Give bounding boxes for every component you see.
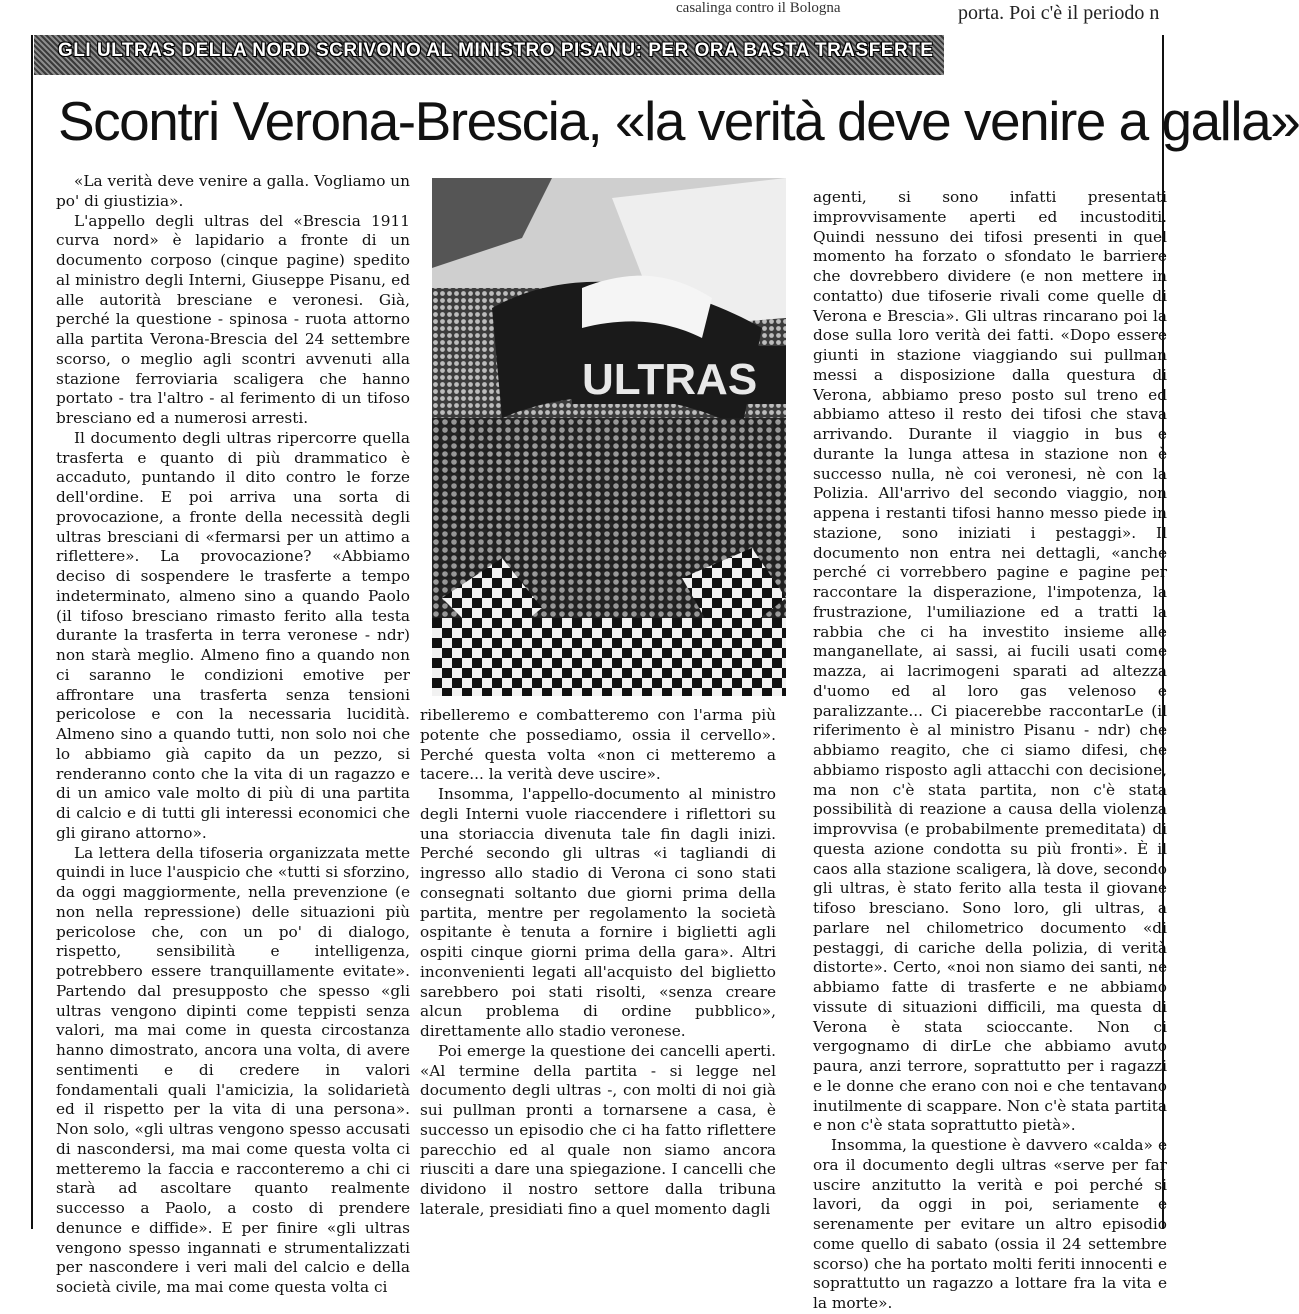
paragraph: Insomma, l'appello-documento al ministro degli Interni vuole riaccendere i riflettori su una storiaccia divenuta tale fin dagli inizi. Perché secondo gli ultras «i tagliandi di ingresso allo stadio di Verona ci sono stati consegnati soltanto due giorni prima della partita, mentre per regolamento la società ospitante è tenuta a fornire i biglietti agli ospiti cinque giorni prima della gara». Altri inconvenienti legati all'acquisto del biglietto sarebbero poi stati risolti, «senza creare alcun problema di ordine pubblico», direttamente allo stadio veronese.: [420, 785, 776, 1040]
crowd-photo-image: [432, 178, 786, 696]
paragraph: «La verità deve venire a galla. Vogliamo un po' di giustizia».: [56, 172, 410, 210]
paragraph: La lettera della tifoseria organizzata mette quindi in luce l'auspicio che «tutti si sforzino, da oggi maggiormente, nella prevenzione (e non nella repressione) delle situazioni più pericolose che, con un po' di dialogo, rispetto, sensibilità e intelligenza, potrebbero essere tranquillamente evitate». Partendo dal presupposto che spesso «gli ultras vengono dipinti come teppisti senza valori, ma mai come in questa circostanza hanno dimostrato, ancora una volta, di avere sentimenti e di credere in valori fondamentali quali l'amicizia, la solidarietà ed il rispetto per la vita di una persona». Non solo, «gli ultras vengono spesso accusati di nascondersi, ma mai come questa volta ci metteremo la faccia e racconteremo a chi ci starà ad ascoltare quanto realmente successo a Paolo, a costo di prendere denunce e diffide». E per finire «gli ultras vengono spesso ingannati e strumentalizzati per nascondere i veri mali del calcio e della società civile, ma mai come questa volta ci: [56, 843, 410, 1296]
article-column-2: [420, 706, 776, 1217]
paragraph: ribelleremo e combatteremo con l'arma più potente che possediamo, ossia il cervello». Perché questa volta «non ci metteremo a tacere... la verità deve uscire».: [420, 706, 776, 784]
adjacent-column-fragment: porta. Poi c'è il periodo n: [958, 2, 1160, 24]
paragraph: Insomma, la questione è davvero «calda» e ora il documento degli ultras «serve per far uscire anzitutto la verità e poi perché si lavori, da oggi in poi, seriamente e serenamente per evitare un altro episodio come quello di sabato (ossia il 24 settembre scorso) che ha portato molti feriti innocenti e soprattutto un ragazzo a lottare fra la vita e la morte».: [813, 1136, 1167, 1312]
kicker-bar: [34, 35, 944, 75]
paragraph: Il documento degli ultras ripercorre quella trasferta e quanto di più drammatico è accaduto, puntando il dito contro le forze dell'ordine. E poi arriva una sorta di provocazione, a fronte della necessità degli ultras bresciani di «fermarsi per un attimo a riflettere». La provocazione? «Abbiamo deciso di sospendere le trasferte a tempo indeterminato, almeno sino a quando Paolo (il tifoso bresciano rimasto ferito alla testa durante la trasferta in terra veronese - ndr) non starà meglio. Almeno fino a quando non ci saranno le condizioni emotive per affrontare una trasferta senza tensioni pericolose e con la necessaria lucidità. Almeno sino a quando tutti, non solo noi che lo abbiamo già capito da un pezzo, si renderanno conto che la vita di un ragazzo e di un amico vale molto di più di una partita di calcio e di tutti gli interessi economici che gli girano attorno».: [56, 428, 410, 842]
kicker-text: GLI ULTRAS DELLA NORD SCRIVONO AL MINISTRO PISANU: PER ORA BASTA TRASFERTE: [58, 40, 934, 61]
paragraph: Poi emerge la questione dei cancelli aperti. «Al termine della partita - si legge nel documento degli ultras -, con molti di noi già sui pullman pronti a tornarsene a casa, è successo un episodio che ci ha fatto riflettere parecchio ed al quale non siamo ancora riusciti a dare una spiegazione. I cancelli che dividono il nostro settore dalla tribuna laterale, presidiati fino a quel momento dagli: [420, 1041, 776, 1218]
paragraph: L'appello degli ultras del «Brescia 1911 curva nord» è lapidario a fronte di un documento corposo (cinque pagine) spedito al ministro degli Interni, Giuseppe Pisanu, ed alle autorità bresciane e veronesi. Già, perché la questione - spinosa - ruota attorno alla partita Verona-Brescia del 24 settembre scorso, o meglio agli scontri avvenuti alla stazione ferroviaria scaligera che hanno portato - tra l'altro - al ferimento di un tifoso bresciano ed a numerosi arresti.: [56, 211, 410, 427]
article-column-3: [813, 188, 1167, 1312]
headline: Scontri Verona-Brescia, «la verità deve venire a galla»: [58, 90, 1299, 152]
previous-article-fragment: casalinga contro il Bologna: [676, 0, 841, 16]
crowd-photo: [432, 178, 786, 696]
banner-text: ULTRAS: [582, 355, 758, 404]
article-column-1: [56, 172, 410, 1296]
paragraph: agenti, si sono infatti presentati improvvisamente aperti ed incustoditi. Quindi nessuno dei tifosi presenti in quel momento ha forzato o sfondato le barriere che dovrebbero dividere (e non mettere in contatto) due tifoserie rivali come quelle di Verona e Brescia». Gli ultras rincarano poi la dose sulla loro verità dei fatti. «Dopo essere giunti in stazione viaggiando sui pullman messi a disposizione dalla questura di Verona, abbiamo preso posto sul treno ed abbiamo atteso il resto dei tifosi che stava arrivando. Durante il viaggio in bus e durante la lunga attesa in stazione non è successo nulla, nè coi veronesi, nè con la Polizia. All'arrivo del secondo viaggio, non appena i restanti tifosi hanno messo piede in stazione, sono iniziati i pestaggi». Il documento non entra nei dettagli, «anche perché ci vorrebbero pagine e pagine per raccontare la disperazione, l'impotenza, la frustrazione, l'umiliazione ed a tratti la rabbia che ci ha investito insieme alle manganellate, ai sassi, ai fucili usati come mazza, ai lacrimogeni sparati ad altezza d'uomo ed al loro gas velenoso e paralizzante... Ci piacerebbe raccontarLe (il riferimento è al ministro Pisanu - ndr) che abbiamo reagito, che ci siamo difesi, che abbiamo risposto agli attacchi con decisione, ma non c'è stata partita, non c'è stata possibilità di reazione a causa della violenza improvvisa (e probabilmente premeditata) di questa azione condotta su più fronti». È il caos alla stazione scaligera, là dove, secondo gli ultras, è stato ferito alla testa il giovane tifoso bresciano. Sono loro, gli ultras, a parlare nel chilometrico documento «di pestaggi, di cariche della polizia, di verità distorte». Certo, «noi non siamo dei santi, ne abbiamo fatte di trasferte e ne abbiamo vissute di situazioni difficili, ma questa di Verona è stata scioccante. Non ci vergognamo di dirLe che abbiamo avuto paura, anzi terrore, soprattutto per i ragazzi e le donne che erano con noi e che tentavano inutilmente di scappare. Non c'è stata partita e non c'è stata soprattutto pietà».: [813, 188, 1167, 1135]
